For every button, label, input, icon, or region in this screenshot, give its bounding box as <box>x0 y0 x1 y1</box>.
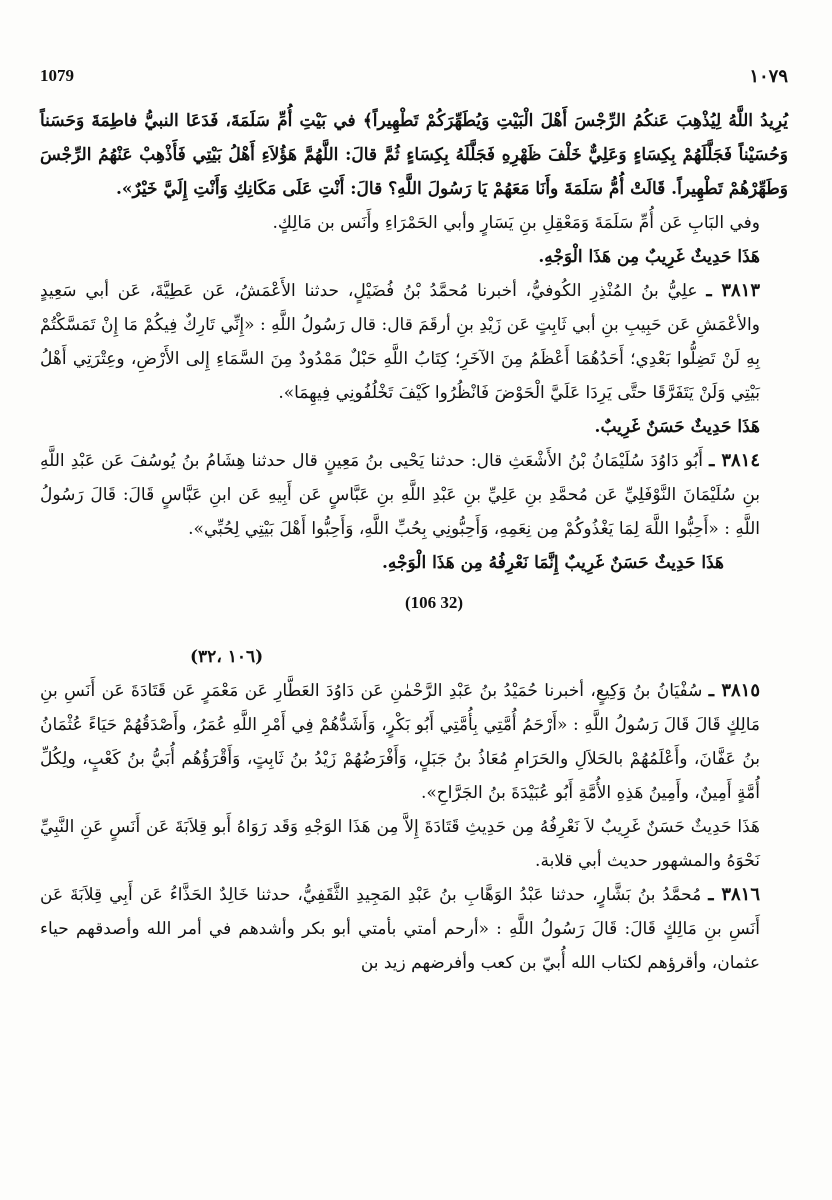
hadith-grade: هَذَا حَدِيثٌ حَسَنٌ غَرِيبٌ لاَ نَعْرِفُهُ مِن حَدِيثِ قَتَادَةَ إِلاَّ مِن هَذَا الوَجْهِ وَقَد رَوَاهُ أَبو قِلاَبَةَ عَن أَنَسٍ عَنِ النَّبِيِّ نَحْوَهُ والمشهور حديث أبي قلابة. <box>40 817 760 871</box>
hadith-text: مُحمَّدُ بنُ بَشَّارٍ، حدثنا عَبْدُ الوَهَّابِ بنُ عَبْدِ المَجِيدِ الثَّقَفِيُّ، حدثنا خَالِدٌ الحَذَّاءُ عَن أَبِي قِلاَبَةَ عَن أَنَسِ بنِ مَالِكٍ قَالَ: قَالَ رَسُولُ اللَّهِ : «أرحم أمتي بأمتي أبو بكر وأشدهم في أمر الله وأصدقهم حياء عثمان، وأقرؤهم لكتاب الله أُبيّ بن كعب وأفرضهم زيد بن <box>40 885 760 973</box>
hadith-text: أَبُو دَاوُدَ سُلَيْمَانُ بْنُ الأَشْعَثِ قال: حدثنا يَحْيى بنُ مَعِينٍ قال حدثنا هِشَامُ بنُ يُوسُفَ عَن عَبْدِ اللَّهِ بنِ سُلَيْمَانَ النَّوْفَلِيِّ عَن مُحمَّدِ بنِ عَلِيِّ بنِ عَبْدِ اللَّهِ بنِ عَبَّاسٍ عَن أَبِيهِ عَن ابنِ عَبَّاسٍ قَالَ: قَالَ رَسُولُ اللَّهِ : «أَحِبُّوا اللَّهَ لِمَا يَغْذُوكُمْ مِن نِعَمِهِ، وَأَحِبُّونِي بِحُبِّ اللَّهِ، وَأَحِبُّوا أَهْلَ بَيْتِي لِحُبِّي». <box>40 451 760 539</box>
chapter-note: وفي البَابِ عَن أُمِّ سَلَمَةَ وَمَعْقِلِ بنِ يَسَارٍ وأبي الحَمْرَاءِ وأَنَس بن مَالِكٍ. <box>272 213 760 233</box>
hadith-number: ٣٨١٦ ـ <box>708 884 760 905</box>
hadith-3816 <box>40 878 788 980</box>
hadith-3815 <box>40 674 788 810</box>
hadith-number: ٣٨١٤ ـ <box>709 450 760 471</box>
hadith-grade: هَذَا حَدِيثٌ حَسَنٌ غَرِيبٌ. <box>594 417 760 437</box>
hadith-grade: هَذَا حَدِيثٌ حَسَنٌ غَرِيبٌ إِنَّمَا نَعْرِفُهُ مِن هَذَا الْوَجْهِ. <box>381 553 724 573</box>
hadith-text: سُفْيَانُ بنُ وَكِيعٍ، أخبرنا حُمَيْدُ بنُ عَبْدِ الرَّحْمٰنِ عَن دَاوُدَ العَطَّارِ عَن مَعْمَرٍ عَن قَتَادَةَ عَن أَنَسِ بنِ مَالِكٍ قَالَ قَالَ رَسُولُ اللَّهِ : «أَرْحَمُ أُمَّتِي بِأُمَّتِي أَبُو بَكْرٍ، وَأَشَدُّهُمْ فِي أَمْرِ اللَّهِ عُمَرُ، وأَصْدَقُهُمْ حَيَاءً عُثْمَانُ بنُ عَفَّانَ، وأَعْلَمُهُمْ بالحَلاَلِ والحَرَامِ مُعَاذُ بنُ جَبَلٍ، وَأَفْرَضُهُمْ زَيْدُ بنُ ثَابِتٍ، وَأَقْرَؤُهُم أُبَيُّ بنُ كَعْبٍ، ولِكُلِّ أُمَّةٍ أَمِينٌ، وأَمِينُ هَذِهِ الأُمَّةِ أَبُو عُبَيْدَةَ بنُ الجَرَّاحِ». <box>40 681 760 803</box>
hadith-3813 <box>40 274 788 410</box>
hadith-text: علِيُّ بنُ المُنْذِرِ الكُوفيُّ، أخبرنا مُحمَّدُ بْنُ فُضَيْلٍ، حدثنا الأَعْمَشُ، عَن عَطِيَّةَ، عَن أبي سَعِيدٍ والأعْمَشِ عَن حَبِيبِ بنِ أبي ثَابِتٍ عَن زَيْدِ بنِ أرقَمَ قال: قال رَسُولُ اللَّهِ : «إِنِّي تَارِكٌ فِيكُمْ مَا إِنْ تَمَسَّكْتُمْ بِهِ لَنْ تَضِلُّوا بَعْدِي؛ أَحَدُهُمَا أَعْظَمُ مِنَ الآخَرِ؛ كِتَابُ اللَّهِ حَبْلٌ مَمْدُودٌ مِنَ السَّمَاءِ إِلى الأَرْضِ، وعِتْرَتِي أَهْلُ بَيْتِي وَلَنْ يَتَفَرَّقَا حتَّى يَرِدَا عَلَيَّ الْحَوْضَ فَانْظُرُوا كَيْفَ تَخْلُفُونِي فِيهِمَا». <box>40 281 760 403</box>
page-number-arabic: ١٠٧٩ <box>749 66 788 87</box>
section-reference-latin: (106 32) <box>404 593 464 612</box>
section-reference-arabic: (١٠٦ ،٣٢) <box>190 647 264 667</box>
hadith-grade: هَذَا حَدِيثٌ غَرِيبٌ مِن هَذَا الْوَجْهِ. <box>538 247 760 267</box>
verse-paragraph: يُرِيدُ اللَّهُ لِيُذْهِبَ عَنكُمُ الرِّجْسَ أَهْلَ الْبَيْتِ وَيُطَهِّرَكُمْ تَطْهِيراً﴾ في بَيْتِ أُمِّ سَلَمَةَ، فَدَعَا النبيُّ فاطِمَةَ وَحَسَناً وَحُسَيْناً فَجَلَّلَهُمْ بِكِسَاءٍ وَعَلِيٌّ خَلْفَ ظَهْرِهِ فَجَلَّلَهُ بِكِسَاءٍ ثُمَّ قالَ: اللَّهُمَّ هَؤُلاَءِ أَهْلُ بَيْتِي فَأَذْهِبْ عَنْهُمُ الرِّجْسَ وَطَهِّرْهُمْ تَطْهِيراً. قَالَتْ أُمُّ سَلَمَةَ وأَنَا مَعَهُمْ يَا رَسُولَ اللَّهِ؟ قالَ: أَنْتِ عَلَى مَكَانِكِ وَأَنْتِ إِلَيَّ خَيْرٌ». <box>40 111 788 199</box>
page-body <box>40 104 788 980</box>
hadith-number: ٣٨١٥ ـ <box>708 680 760 701</box>
hadith-number: ٣٨١٣ ـ <box>706 280 760 301</box>
hadith-3814 <box>40 444 788 546</box>
page-number-latin: 1079 <box>40 66 74 85</box>
